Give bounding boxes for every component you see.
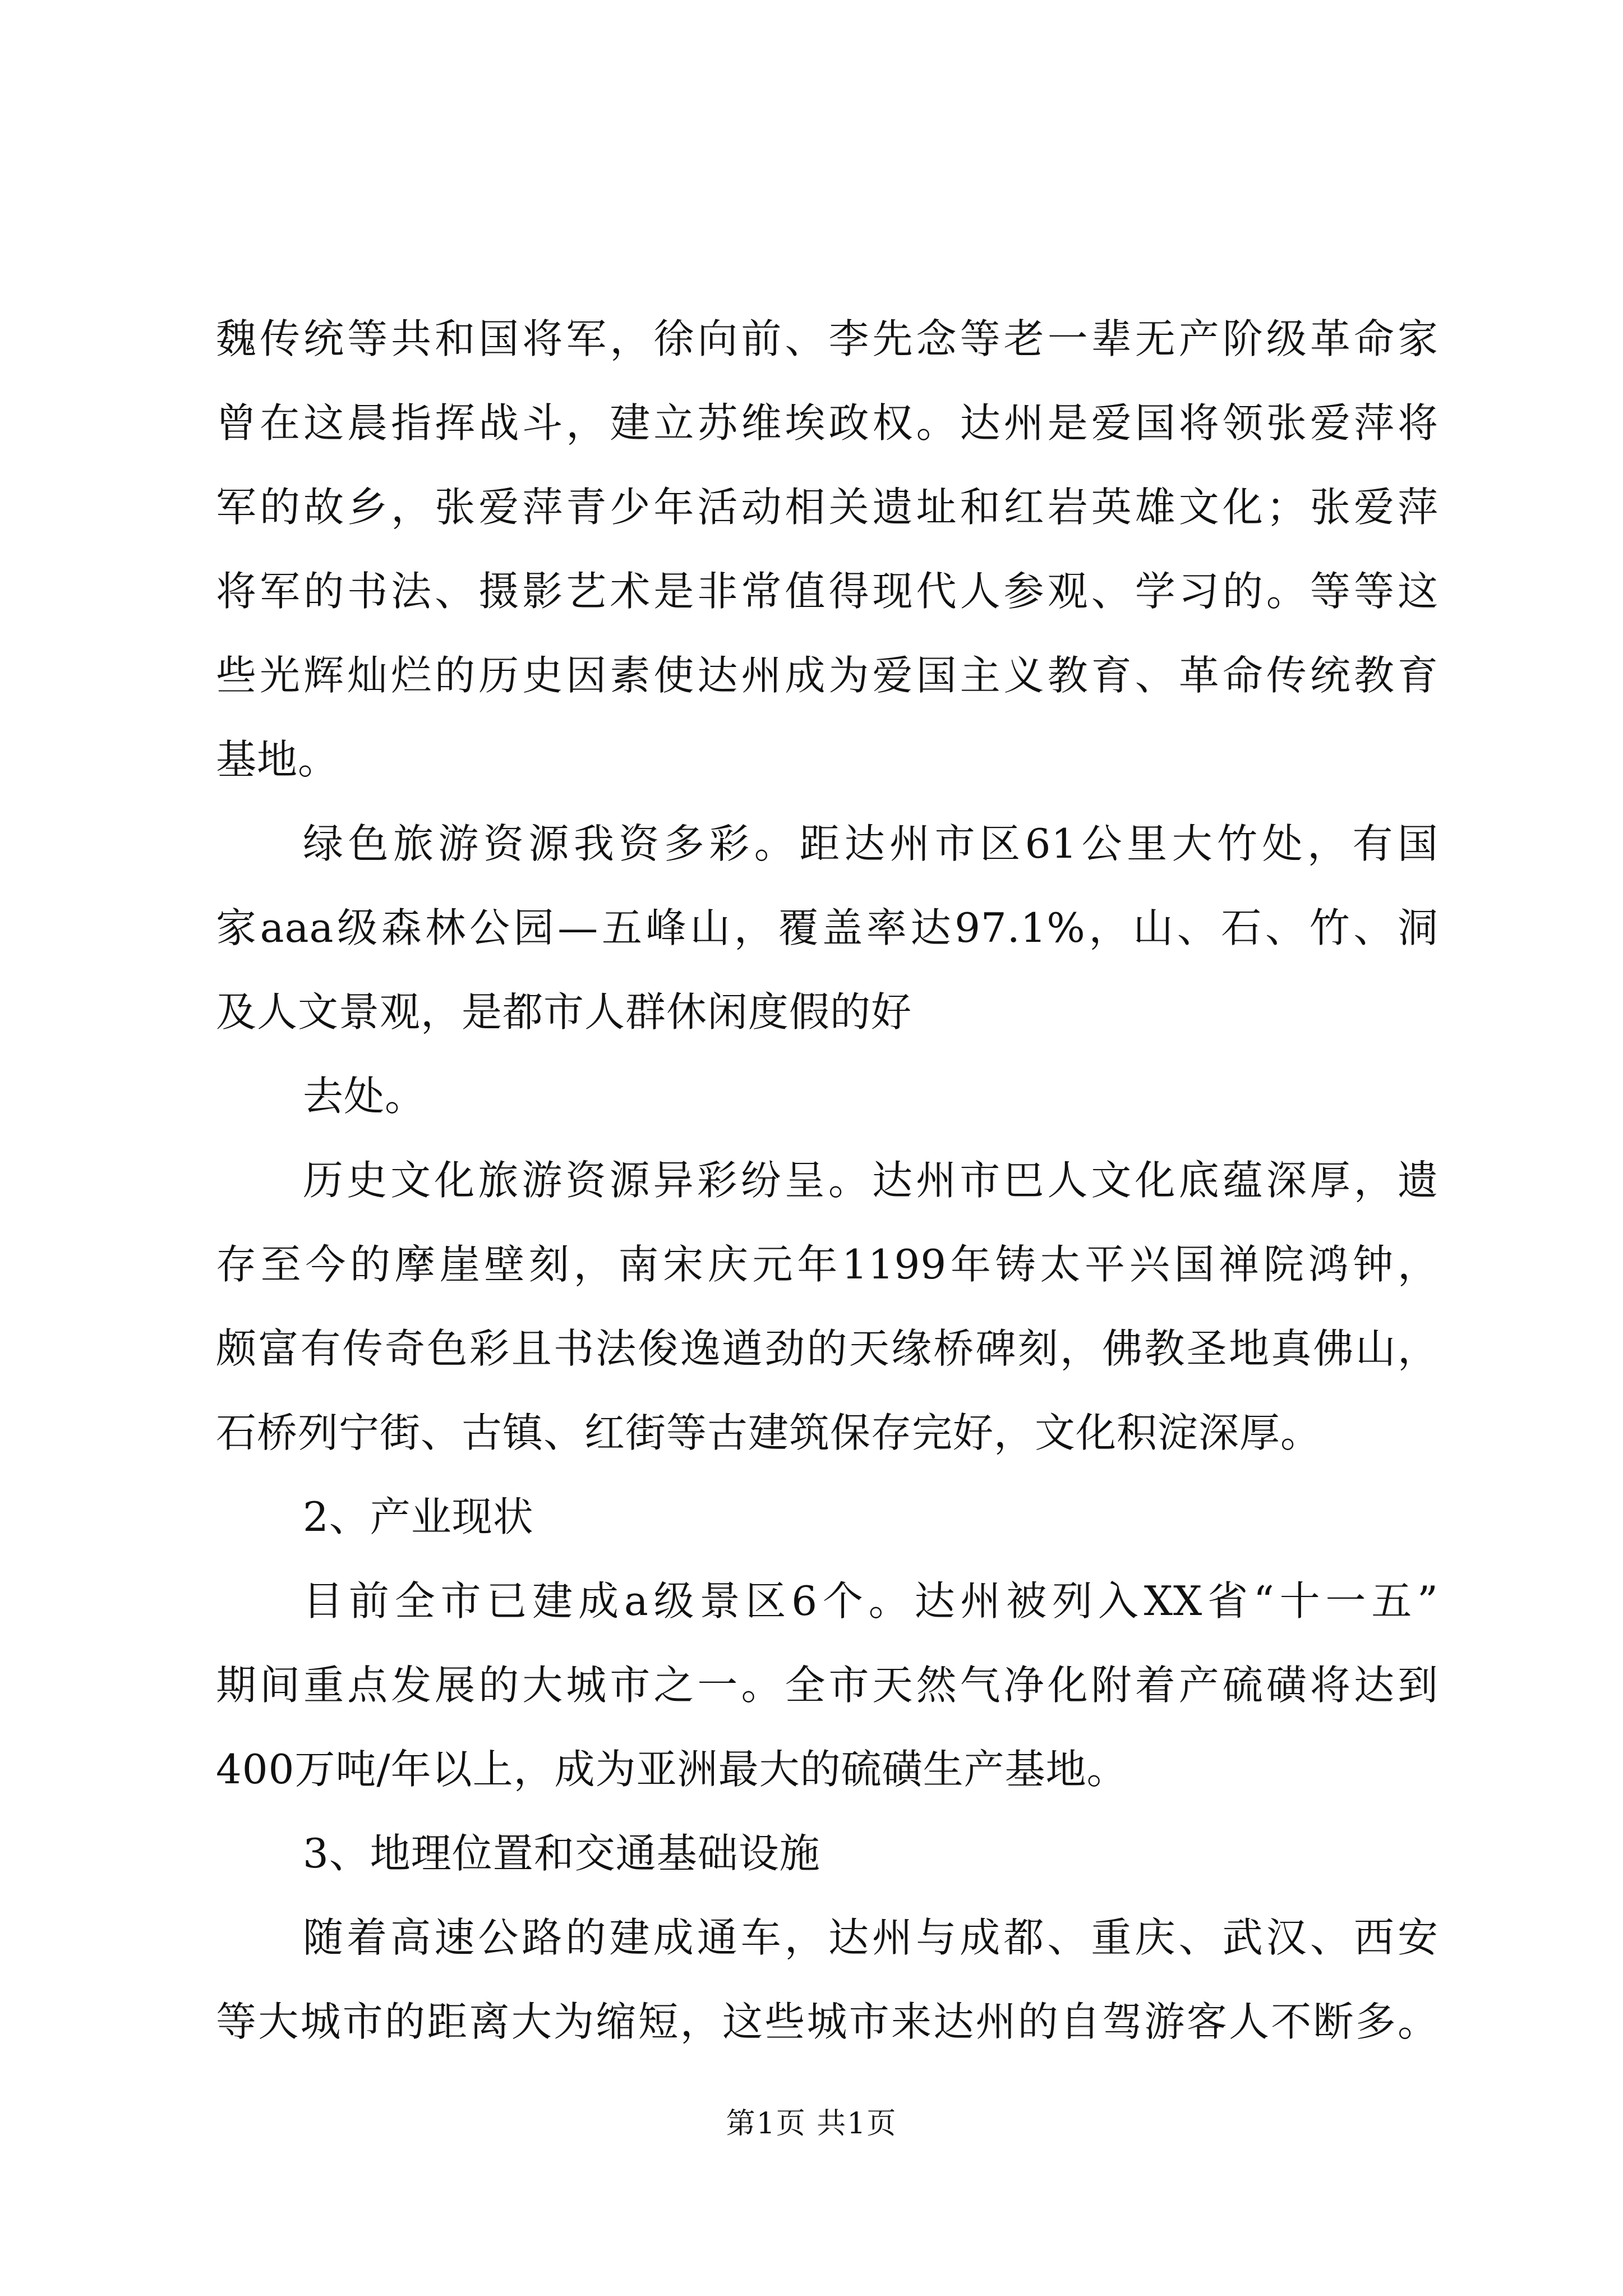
paragraph-first-line: 历史文化旅游资源异彩纷呈。达州市巴人文化底蕴深厚，遗 [303, 1157, 1438, 1204]
page-number-footer: 第1页 共1页 [726, 2107, 897, 2141]
text-line: 曾在这晨指挥战斗，建立苏维埃政权。达州是爱国将领张爱萍将 [216, 399, 1438, 447]
text-line: 期间重点发展的大城市之一。全市天然气净化附着产硫磺将达到 [216, 1662, 1438, 1709]
text-line: 将军的书法、摄影艺术是非常值得现代人参观、学习的。等等这 [216, 568, 1438, 615]
text-line: 颇富有传奇色彩且书法俊逸遒劲的天缘桥碑刻，佛教圣地真佛山， [216, 1325, 1438, 1372]
paragraph-first-line: 去处。 [303, 1073, 426, 1120]
text-line: 及人文景观，是都市人群休闲度假的好 [216, 988, 912, 1036]
section-heading: 3、地理位置和交通基础设施 [303, 1830, 820, 1877]
text-line: 400万吨/年以上，成为亚洲最大的硫磺生产基地。 [216, 1746, 1128, 1793]
text-line: 魏传统等共和国将军，徐向前、李先念等老一辈无产阶级革命家 [216, 315, 1438, 362]
text-line: 军的故乡，张爱萍青少年活动相关遗址和红岩英雄文化；张爱萍 [216, 484, 1438, 531]
text-line: 石桥列宁街、古镇、红街等古建筑保存完好，文化积淀深厚。 [216, 1409, 1322, 1456]
text-line: 等大城市的距离大为缩短，这些城市来达州的自驾游客人不断多。 [216, 1998, 1438, 2045]
text-line: 基地。 [216, 736, 339, 783]
section-heading: 2、产业现状 [303, 1493, 534, 1540]
text-line: 存至今的摩崖壁刻，南宋庆元年1199年铸太平兴国禅院鸿钟， [216, 1241, 1438, 1288]
paragraph-first-line: 绿色旅游资源我资多彩。距达州市区61公里大竹处，有国 [303, 820, 1438, 867]
text-line: 些光辉灿烂的历史因素使达州成为爱国主义教育、革命传统教育 [216, 652, 1438, 699]
text-line: 家aaa级森林公园—五峰山，覆盖率达97.1%，山、石、竹、洞 [216, 904, 1438, 951]
paragraph-first-line: 目前全市已建成a级景区6个。达州被列入XX省“十一五” [303, 1577, 1438, 1625]
paragraph-first-line: 随着高速公路的建成通车，达州与成都、重庆、武汉、西安 [303, 1914, 1438, 1961]
